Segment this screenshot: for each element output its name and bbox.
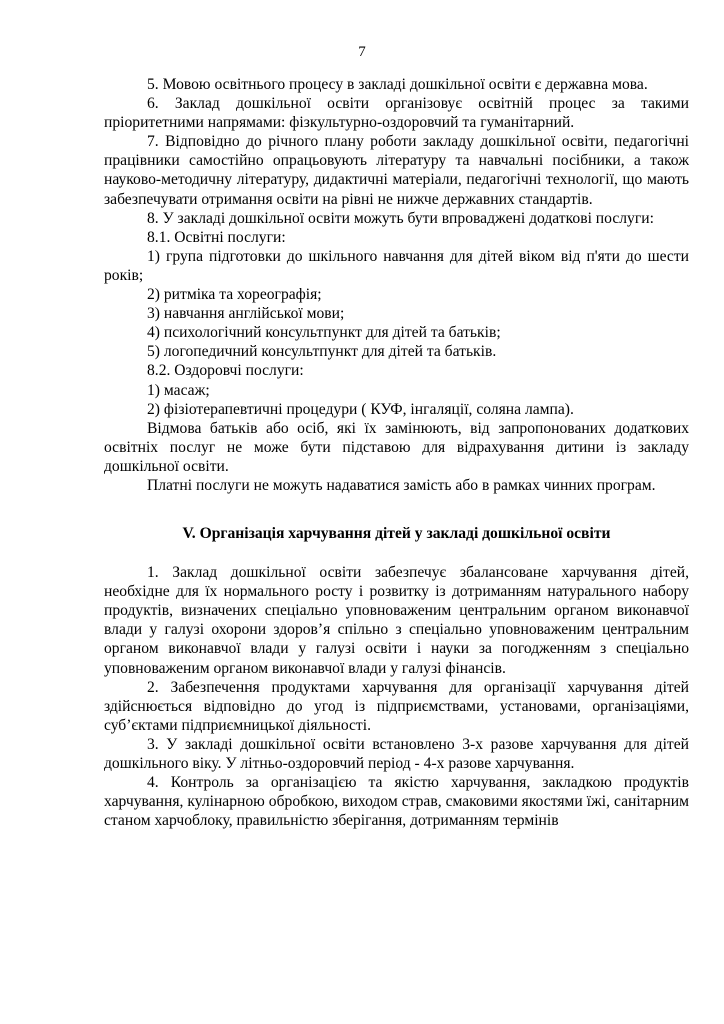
section-heading-nutrition: V. Організація харчування дітей у закладі дошкільної освіти xyxy=(182,525,611,543)
paragraph-7-annual-plan: 7. Відповідно до річного плану роботи закладу дошкільної освіти, педагогічні працівники самостійно опрацьовують літературу та навчальні посібники, а також науково-методичну літературу, дидактичні матеріали, педагогічні технології, що мають забезпечувати отримання освіти на рівні не нижче державних стандартів. xyxy=(104,133,689,208)
list-item-speech-therapy: 5) логопедичний консультпункт для дітей та батьків. xyxy=(147,343,497,361)
paragraph-6-priorities: 6. Заклад дошкільної освіти організовує освітній процес за такими пріоритетними напрямами: фізкультурно-оздоровчий та гуманітарний. xyxy=(104,95,689,132)
paragraph-nutrition-1: 1. Заклад дошкільної освіти забезпечує збалансоване харчування дітей, необхідне для їх нормального росту і розвитку із дотриманням натурального набору продуктів, визначених спеціально уповноваженим центральним органом виконавчої влади у галузі охорони здоров’я спільно з спеціально уповноваженим центральним органом виконавчої влади у галузі освіти і науки за погодженням з спеціально уповноваженим органом виконавчої влади у галузі фінансів. xyxy=(104,564,689,677)
paragraph-nutrition-3: 3. У закладі дошкільної освіти встановлено 3-х разове харчування для дітей дошкільного віку. У літньо-оздоровчий період - 4-х разове харчування. xyxy=(104,735,689,772)
document-body xyxy=(104,75,689,830)
subheading-8-2-health-services: 8.2. Оздоровчі послуги: xyxy=(147,362,304,380)
paragraph-nutrition-2: 2. Забезпечення продуктами харчування для організації харчування дітей здійснюється відповідно до угод із підприємствами, установами, організаціями, суб’єктами підприємницької діяльності. xyxy=(104,678,689,734)
paragraph-5-language: 5. Мовою освітнього процесу в закладі дошкільної освіти є державна мова. xyxy=(147,76,648,93)
paragraph-8-additional-services: 8. У закладі дошкільної освіти можуть бути впроваджені додаткові послуги: xyxy=(147,209,654,227)
subheading-8-1-educational-services: 8.1. Освітні послуги: xyxy=(147,228,286,246)
list-item-psychology: 4) психологічний консультпункт для дітей та батьків; xyxy=(147,324,501,342)
paragraph-paid-services: Платні послуги не можуть надаватися замість або в рамках чинних програм. xyxy=(147,476,656,494)
paragraph-refusal: Відмова батьків або осіб, які їх замінюють, від запропонованих додаткових освітніх послуг не може бути підставою для відрахування дитини із закладу дошкільної освіти. xyxy=(104,419,689,475)
page-number: 7 xyxy=(358,44,366,60)
list-item-rhythmics: 2) ритміка та хореографія; xyxy=(147,286,322,304)
paragraph-nutrition-4: 4. Контроль за організацією та якістю харчування, закладкою продуктів харчування, кулінарною обробкою, виходом страв, смаковими якостями їжі, санітарним станом харчоблоку, правильністю зберігання, дотриманням термінів xyxy=(104,774,689,830)
list-item-english: 3) навчання англійської мови; xyxy=(147,305,345,323)
list-item-school-preparation: 1) група підготовки до шкільного навчання для дітей віком від п'яти до шести років; xyxy=(104,247,689,284)
list-item-massage: 1) масаж; xyxy=(147,381,210,399)
list-item-physiotherapy: 2) фізіотерапевтичні процедури ( КУФ, інгаляції, соляна лампа). xyxy=(147,400,574,418)
